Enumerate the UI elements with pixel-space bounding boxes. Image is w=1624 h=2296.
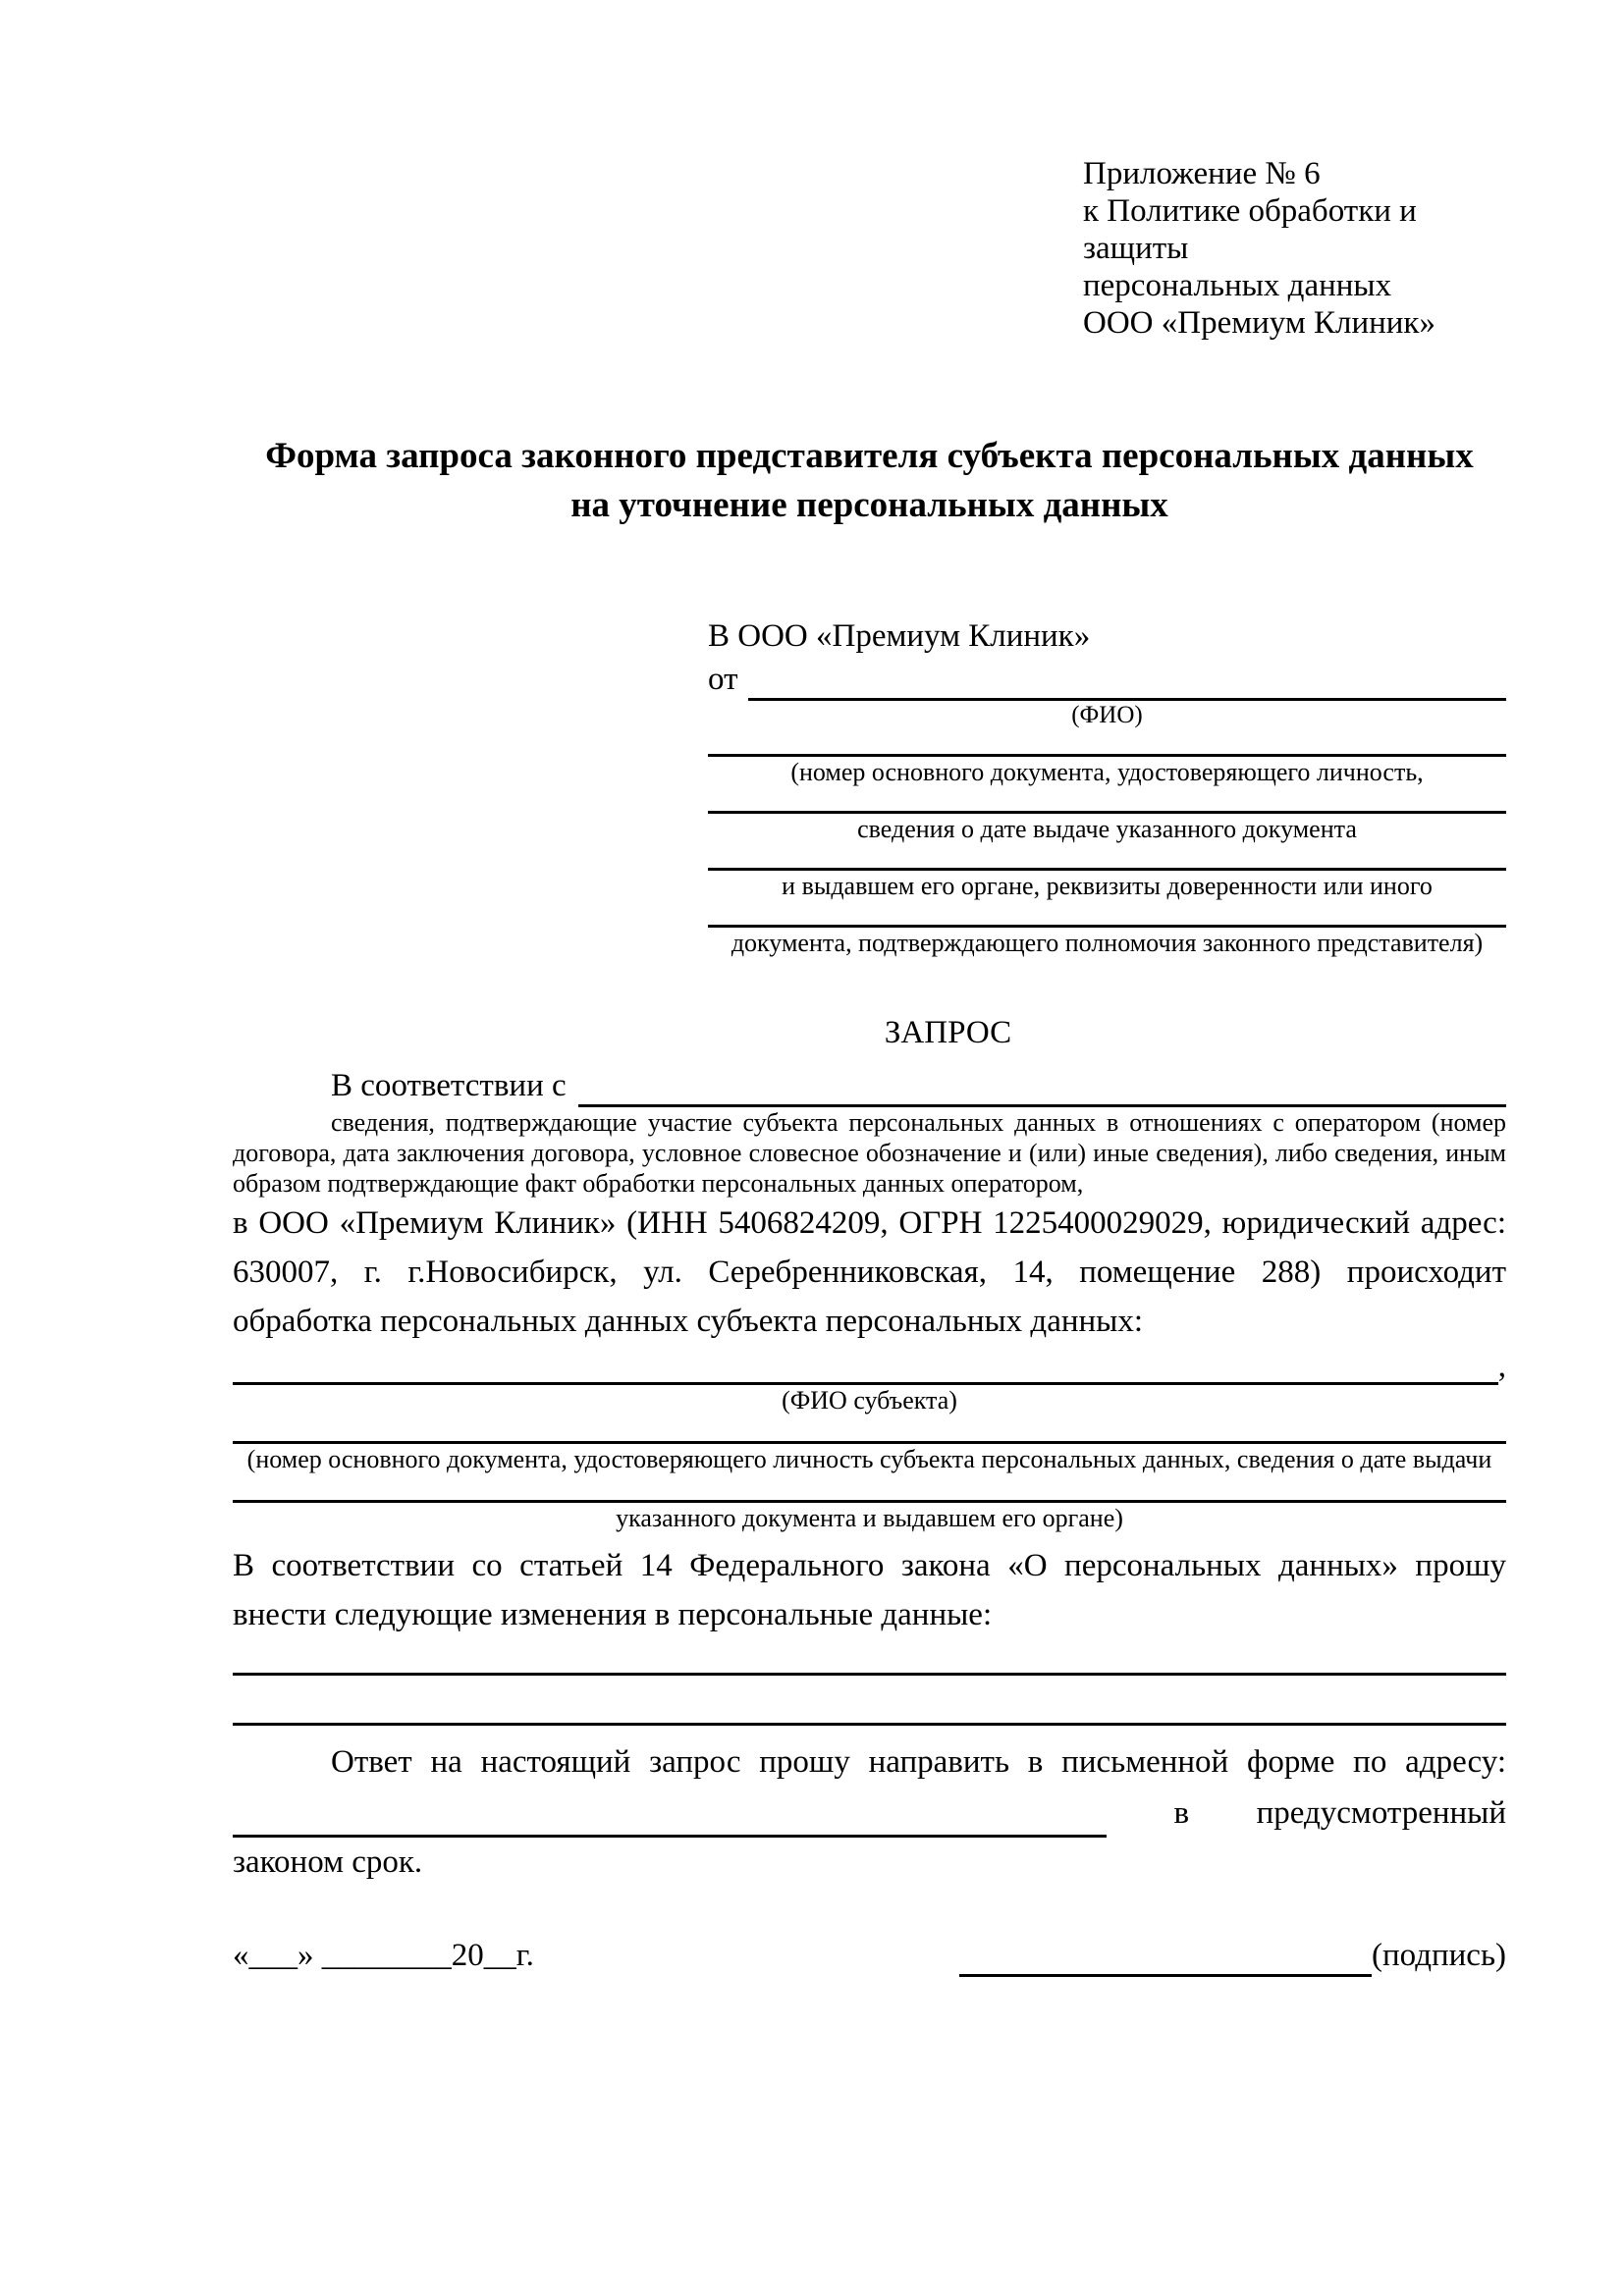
from-label: от: [708, 662, 738, 697]
appendix-line: Приложение № 6: [1083, 156, 1321, 191]
fill-in-line: [233, 1645, 1506, 1676]
document-title-line: Форма запроса законного представителя субъекта персональных данных: [265, 436, 1474, 476]
addressee-from-row: [708, 658, 1506, 701]
fill-in-line: [708, 844, 1506, 871]
fill-in-line: [748, 665, 1507, 701]
reply-paragraph-line1: Ответ на настоящий запрос прошу направить в письменной форме по адресу:: [331, 1744, 1506, 1780]
addressee-to: В ООО «Премиум Клиник»: [708, 618, 1091, 654]
reply-address-row: [233, 1789, 1506, 1838]
reply-paragraph-line3: законом срок.: [233, 1844, 423, 1880]
appendix-line: ООО «Премиум Клиник»: [1083, 305, 1435, 341]
subject-fio-caption: (ФИО субъекта): [782, 1386, 957, 1415]
signature-row: [233, 1934, 1506, 1977]
request-heading: ЗАПРОС: [884, 1015, 1012, 1050]
subject-doc-caption: (номер основного документа, удостоверяющего личность субъекта персональных данных, сведения о дате выдачи: [246, 1445, 1492, 1473]
basis-footnote: сведения, подтверждающие участие субъекта персональных данных в отношениях с оператором (номер договора, дата заключения договора, условное словесное обозначение и (или) иные сведения), либо сведения, иным образом подтверждающие факт обработки персональных данных оператором,: [233, 1108, 1506, 1198]
signature-area: [959, 1934, 1506, 1977]
appendix-block: [1083, 155, 1506, 342]
fill-in-line: [233, 1799, 1107, 1838]
fill-in-line: [233, 1415, 1506, 1444]
subject-doc-caption: указанного документа и выдавшем его органе): [616, 1504, 1123, 1532]
operator-paragraph: в ООО «Премиум Клиник» (ИНН 5406824209, ОГРН 1225400029029, юридический адрес: 630007, г. г.Новосибирск, ул. Серебренниковская, 14, помещение 288) происходит обработка персональных данных субъекта персональных данных:: [233, 1205, 1506, 1339]
appendix-line: к Политике обработки и защиты: [1083, 193, 1417, 266]
fill-in-line: [578, 1071, 1506, 1107]
appendix-line: персональных данных: [1083, 268, 1392, 303]
fill-in-line: [233, 1474, 1506, 1503]
signature-caption: (подпись): [1372, 1938, 1506, 1973]
reply-word: в: [1173, 1795, 1190, 1831]
fio-caption: (ФИО): [1071, 702, 1143, 728]
doc-caption: и выдавшем его органе, реквизиты доверенности или иного: [782, 872, 1433, 900]
subject-line-suffix: ,: [1497, 1349, 1506, 1384]
fill-in-line: [708, 787, 1506, 814]
document-title-line: на уточнение персональных данных: [570, 485, 1168, 525]
change-request-paragraph: В соответствии со статьей 14 Федерального закона «О персональных данных» прошу внести следующие изменения в персональные данные:: [233, 1548, 1506, 1632]
document-title: [233, 432, 1506, 530]
date-placeholder: «___» ________20__г.: [233, 1938, 534, 1973]
fill-in-line: [233, 1353, 1498, 1385]
basis-prefix: В соответствии с: [331, 1068, 567, 1103]
addressee-block: [708, 614, 1506, 958]
doc-caption: (номер основного документа, удостоверяющего личность,: [790, 758, 1424, 786]
fill-in-line: [233, 1676, 1506, 1726]
subject-fill-row: [233, 1348, 1506, 1385]
fill-in-line: [708, 730, 1506, 757]
fill-in-line: [708, 901, 1506, 928]
signature-line: [959, 1943, 1372, 1977]
reply-word: предусмотренный: [1256, 1795, 1507, 1831]
doc-caption: сведения о дате выдаче указанного документа: [857, 815, 1357, 843]
doc-caption: документа, подтверждающего полномочия законного представителя): [731, 929, 1484, 957]
basis-row: [233, 1064, 1506, 1107]
